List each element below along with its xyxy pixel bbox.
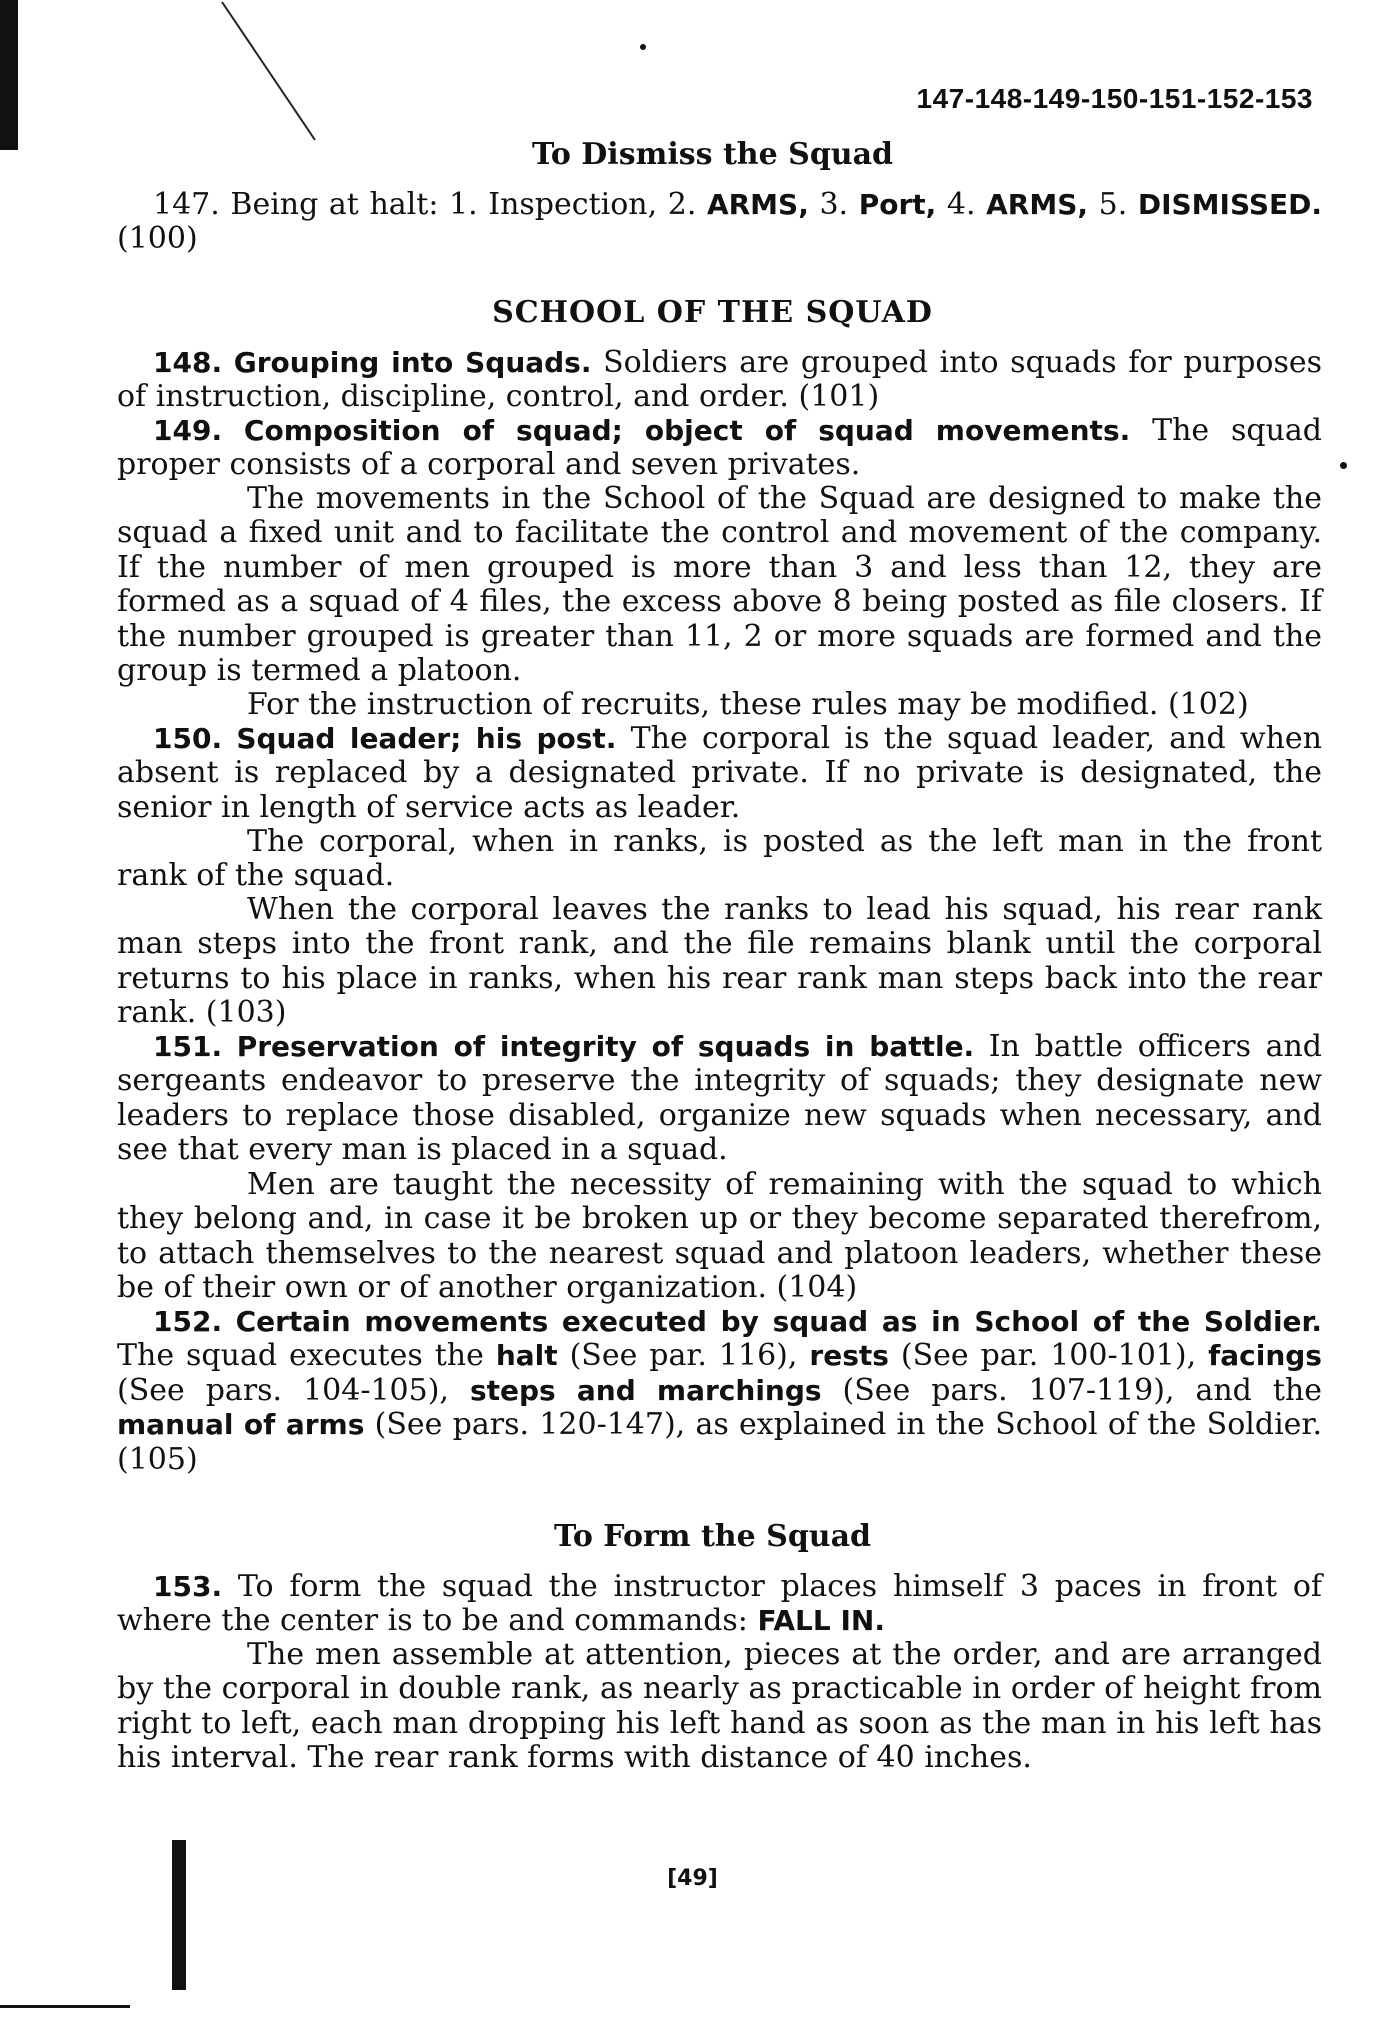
paragraph-title: Preservation of integrity of squads in battle. [236,1030,975,1063]
paragraph-number: 151. [153,1030,223,1063]
heading-to-form-the-squad: To Form the Squad [553,1519,872,1554]
paragraph-150-post: The corporal, when in ranks, is posted as the left man in the front rank of the squad. [117,824,1322,894]
paragraph-148: 148. Grouping into Squads. Soldiers are grouped into squads for purposes of instruction, discipline, control, and order. (101) [117,345,1323,415]
scan-edge-mark [172,1840,186,1990]
heading-school-of-the-squad: SCHOOL OF THE SQUAD [492,295,933,330]
paragraph-150-leaves: When the corporal leaves the ranks to lead his squad, his rear rank man steps into the front rank, and the file remains blank until the corporal returns to his place in ranks, when his rear rank man steps back into the rear rank. (103) [117,892,1322,1031]
paragraph-151: 151. Preservation of integrity of squads in battle. In battle officers and sergeants endeavor to preserve the integrity of squads; they designate new leaders to replace those disabled, organize new squads when necessary, and see that every man is placed in a squad. [117,1029,1322,1168]
scan-edge-mark [0,0,18,150]
paragraph-number: 153. [153,1570,223,1603]
scan-edge-mark [0,2005,130,2008]
paragraph-range-header: 147-148-149-150-151-152-153 [916,83,1313,114]
page-number: [49] [667,1866,718,1891]
scan-speck [640,44,646,50]
paragraph-title: Squad leader; his post. [236,722,617,755]
scan-speck [1340,462,1347,469]
heading-to-dismiss-the-squad: To Dismiss the Squad [531,137,894,172]
paragraph-149-body: The movements in the School of the Squad are designed to make the squad a fixed unit and to facilitate the control and movement of the company. If the number of men grouped is more than 3 and less than 12, they are formed as a squad of 4 files, the excess above 8 being posted as file closers. If the number grouped is greater than 11, 2 or more squads are formed and the group is termed a platoon. [117,481,1322,689]
paragraph-153-body: The men assemble at attention, pieces at the order, and are arranged by the corporal in double rank, as nearly as practicable in order of height from right to left, each man dropping his left hand as soon as the man in his left has his interval. The rear rank forms with distance of 40 inches. [117,1637,1322,1776]
paragraph-title: Grouping into Squads. [233,346,592,379]
paragraph-number: 152. [153,1305,223,1338]
paragraph-147: 147. Being at halt: 1. Inspection, 2. ARMS, 3. Port, 4. ARMS, 5. DISMISSED. (100) [117,187,1323,257]
paragraph-title: Certain movements executed by squad as in School of the Soldier. [235,1305,1322,1338]
paragraph-number: 148. [153,346,223,379]
paragraph-title: Composition of squad; object of squad movements. [243,414,1131,447]
paragraph-151-men: Men are taught the necessity of remaining with the squad to which they belong and, in case it be broken up or they become separated therefrom, to attach themselves to the nearest squad and platoon leaders, whether these be of their own or of another organization. (104) [117,1167,1322,1306]
paragraph-149-note: For the instruction of recruits, these rules may be modified. (102) [247,687,1249,722]
paragraph-149: 149. Composition of squad; object of squad movements. The squad proper consists of a corporal and seven privates. [117,413,1322,483]
paragraph-150: 150. Squad leader; his post. The corporal is the squad leader, and when absent is replaced by a designated private. If no private is designated, the senior in length of service acts as leader. [117,721,1322,825]
paragraph-number: 149. [153,414,223,447]
paragraph-152: 152. Certain movements executed by squad as in School of the Soldier. The squad executes the halt (See par. 116), rests (See par. 100-101), facings (See pars. 104-105), steps and marchings (See pars. 107-119), and the manual of arms (See pars. 120-147), as explained in the School of the Soldier. (105) [117,1305,1323,1477]
scan-stroke [220,0,330,150]
paragraph-153: 153. To form the squad the instructor places himself 3 paces in front of where the center is to be and commands: FALL IN. [117,1569,1322,1639]
paragraph-number: 150. [153,722,223,755]
paragraph-number: 147. [153,187,220,222]
